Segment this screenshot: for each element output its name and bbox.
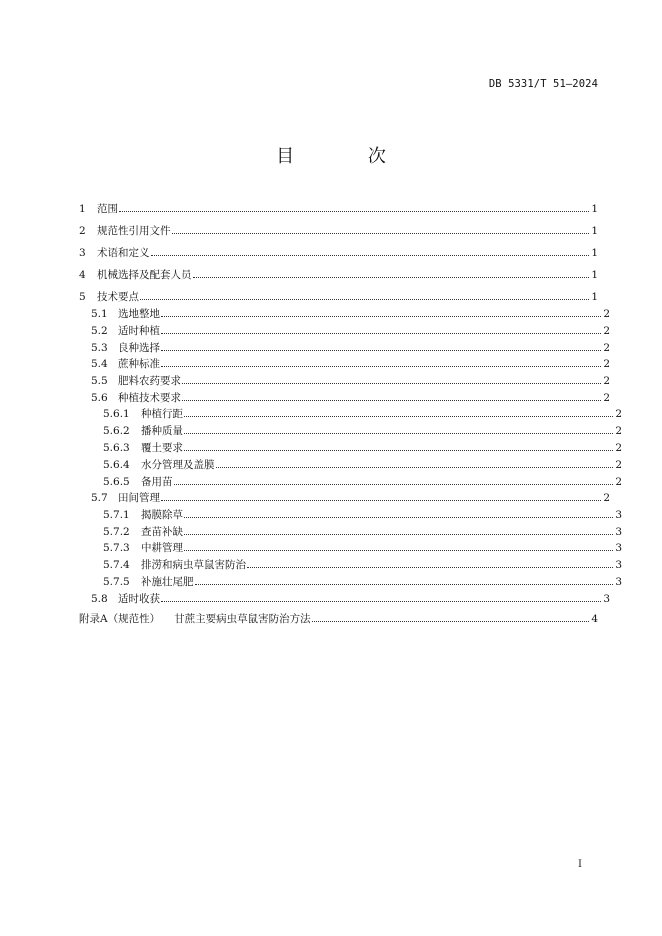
toc-entry[interactable] [79, 307, 610, 321]
toc-entry-number: 5.6.1 [103, 408, 130, 420]
toc-entry-title: 蔗种标准 [118, 358, 160, 370]
toc-entry-page: 2 [615, 459, 622, 471]
toc-entry-number: 5.7 [91, 492, 108, 504]
toc-entry-page: 2 [615, 408, 622, 420]
toc-entry-number: 5.3 [91, 342, 108, 354]
toc-entry[interactable] [79, 357, 610, 371]
toc-entry-number: 5.6.3 [103, 442, 130, 454]
toc-entry-page: 2 [603, 325, 610, 337]
toc-entry-title: 查苗补缺 [141, 526, 183, 538]
toc-entry-page: 2 [603, 375, 610, 387]
toc-entry[interactable] [79, 246, 598, 260]
toc-entry-title: 排涝和病虫草鼠害防治 [141, 559, 246, 571]
toc-entry-page: 1 [591, 269, 598, 281]
toc-entry[interactable] [79, 508, 622, 522]
toc-entry-page: 1 [591, 225, 598, 237]
standard-code: DB 5331/T 51—2024 [488, 78, 598, 90]
toc-entry-number: 4 [79, 269, 86, 281]
toc-entry-page: 3 [615, 559, 622, 571]
toc-leader-dots [161, 316, 601, 317]
toc-entry-title: 田间管理 [118, 492, 160, 504]
toc-entry-page: 2 [603, 392, 610, 404]
toc-entry-number: 5.7.5 [103, 576, 130, 588]
toc-entry[interactable] [79, 407, 622, 421]
toc-leader-dots [184, 416, 613, 417]
toc-entry[interactable] [79, 202, 598, 216]
toc-leader-dots [174, 484, 614, 485]
toc-entry-page: 3 [615, 542, 622, 554]
toc-entry[interactable] [79, 592, 610, 606]
toc-entry-page: 1 [591, 203, 598, 215]
toc-entry-title: 适时收获 [118, 593, 160, 605]
page-number: I [578, 859, 582, 870]
toc-entry-title: 水分管理及盖膜 [141, 459, 215, 471]
toc-leader-dots [161, 350, 601, 351]
toc-entry-number: 5.7.3 [103, 542, 130, 554]
toc-entry-page: 4 [591, 613, 598, 625]
toc-leader-dots [151, 255, 590, 256]
toc-entry-number: 1 [79, 203, 86, 215]
toc-entry-title: 范围 [97, 203, 118, 215]
toc-leader-dots [184, 450, 613, 451]
toc-entry-title: 适时种植 [118, 325, 160, 337]
toc-entry[interactable] [79, 268, 598, 282]
toc-entry[interactable] [79, 441, 622, 455]
toc-leader-dots [172, 233, 590, 234]
toc-entry-number: 5.8 [91, 593, 108, 605]
toc-leader-dots [247, 567, 613, 568]
toc-entry-title: 揭膜除草 [141, 509, 183, 521]
toc-entry[interactable] [79, 290, 598, 304]
toc-entry[interactable] [79, 491, 610, 505]
toc-entry[interactable] [79, 324, 610, 338]
toc-entry-page: 3 [603, 593, 610, 605]
toc-leader-dots [161, 333, 601, 334]
toc-leader-dots [119, 211, 589, 212]
toc-entry-page: 2 [603, 342, 610, 354]
toc-entry[interactable] [79, 341, 610, 355]
toc-entry-number: 5.6.5 [103, 476, 130, 488]
toc-leader-dots [184, 534, 613, 535]
toc-entry[interactable] [79, 612, 598, 626]
toc-leader-dots [161, 500, 601, 501]
toc-leader-dots [312, 621, 590, 622]
toc-entry-page: 3 [615, 576, 622, 588]
toc-entry[interactable] [79, 475, 622, 489]
toc-entry-title: 中耕管理 [141, 542, 183, 554]
toc-entry-number: 5.4 [91, 358, 108, 370]
toc-entry[interactable] [79, 458, 622, 472]
toc-entry-page: 2 [603, 308, 610, 320]
toc-leader-dots [216, 467, 614, 468]
toc-entry-title: 术语和定义 [97, 247, 150, 259]
toc-entry[interactable] [79, 391, 610, 405]
toc-entry-number: 5.2 [91, 325, 108, 337]
toc-entry-number: 5.7.1 [103, 509, 130, 521]
toc-entry-number: 2 [79, 225, 86, 237]
toc-entry-number: 5.6.2 [103, 425, 130, 437]
toc-entry-page: 2 [603, 358, 610, 370]
toc-entry-number: 5.7.2 [103, 526, 130, 538]
toc-entry-title: 选地整地 [118, 308, 160, 320]
page-title: 目 次 [276, 146, 420, 167]
toc-leader-dots [182, 383, 601, 384]
toc-entry-title: 种植行距 [141, 408, 183, 420]
toc-leader-dots [182, 400, 601, 401]
toc-entry-page: 2 [615, 442, 622, 454]
toc-entry-title: 技术要点 [97, 291, 139, 303]
toc-entry-title: 规范性引用文件 [97, 225, 171, 237]
toc-entry-number: 5.6.4 [103, 459, 130, 471]
toc-entry[interactable] [79, 541, 622, 555]
toc-entry-title: 备用苗 [141, 476, 173, 488]
toc-entry-title: 种植技术要求 [118, 392, 181, 404]
toc-entry-title: 甘蔗主要病虫草鼠害防治方法 [174, 613, 311, 625]
toc-entry-number: 5.6 [91, 392, 108, 404]
toc-entry[interactable] [79, 224, 598, 238]
toc-entry-title: 机械选择及配套人员 [97, 269, 192, 281]
toc-entry-page: 2 [603, 492, 610, 504]
toc-entry-page: 2 [615, 425, 622, 437]
toc-leader-dots [193, 277, 590, 278]
toc-leader-dots [184, 550, 613, 551]
toc-entry-number: 附录A（规范性） [79, 613, 161, 625]
toc-leader-dots [161, 601, 601, 602]
toc-entry-title: 覆土要求 [141, 442, 183, 454]
toc-entry-title: 播种质量 [141, 425, 183, 437]
toc-leader-dots [184, 433, 613, 434]
toc-entry[interactable] [79, 525, 622, 539]
toc-entry-number: 5 [79, 291, 86, 303]
toc-entry[interactable] [79, 558, 622, 572]
toc-entry-title: 补施壮尾肥 [141, 576, 194, 588]
toc-leader-dots [140, 299, 589, 300]
toc-leader-dots [195, 584, 614, 585]
toc-entry-number: 5.1 [91, 308, 108, 320]
toc-entry[interactable] [79, 575, 622, 589]
toc-entry[interactable] [79, 424, 622, 438]
toc-entry[interactable] [79, 374, 610, 388]
toc-entry-page: 1 [591, 247, 598, 259]
toc-entry-page: 3 [615, 526, 622, 538]
toc-entry-page: 1 [591, 291, 598, 303]
toc-leader-dots [161, 366, 601, 367]
toc-entry-number: 5.7.4 [103, 559, 130, 571]
toc-entry-number: 3 [79, 247, 86, 259]
toc-entry-title: 肥料农药要求 [118, 375, 181, 387]
toc-entry-page: 2 [615, 476, 622, 488]
toc-entry-number: 5.5 [91, 375, 108, 387]
toc-leader-dots [184, 517, 613, 518]
toc-entry-page: 3 [615, 509, 622, 521]
toc-entry-title: 良种选择 [118, 342, 160, 354]
